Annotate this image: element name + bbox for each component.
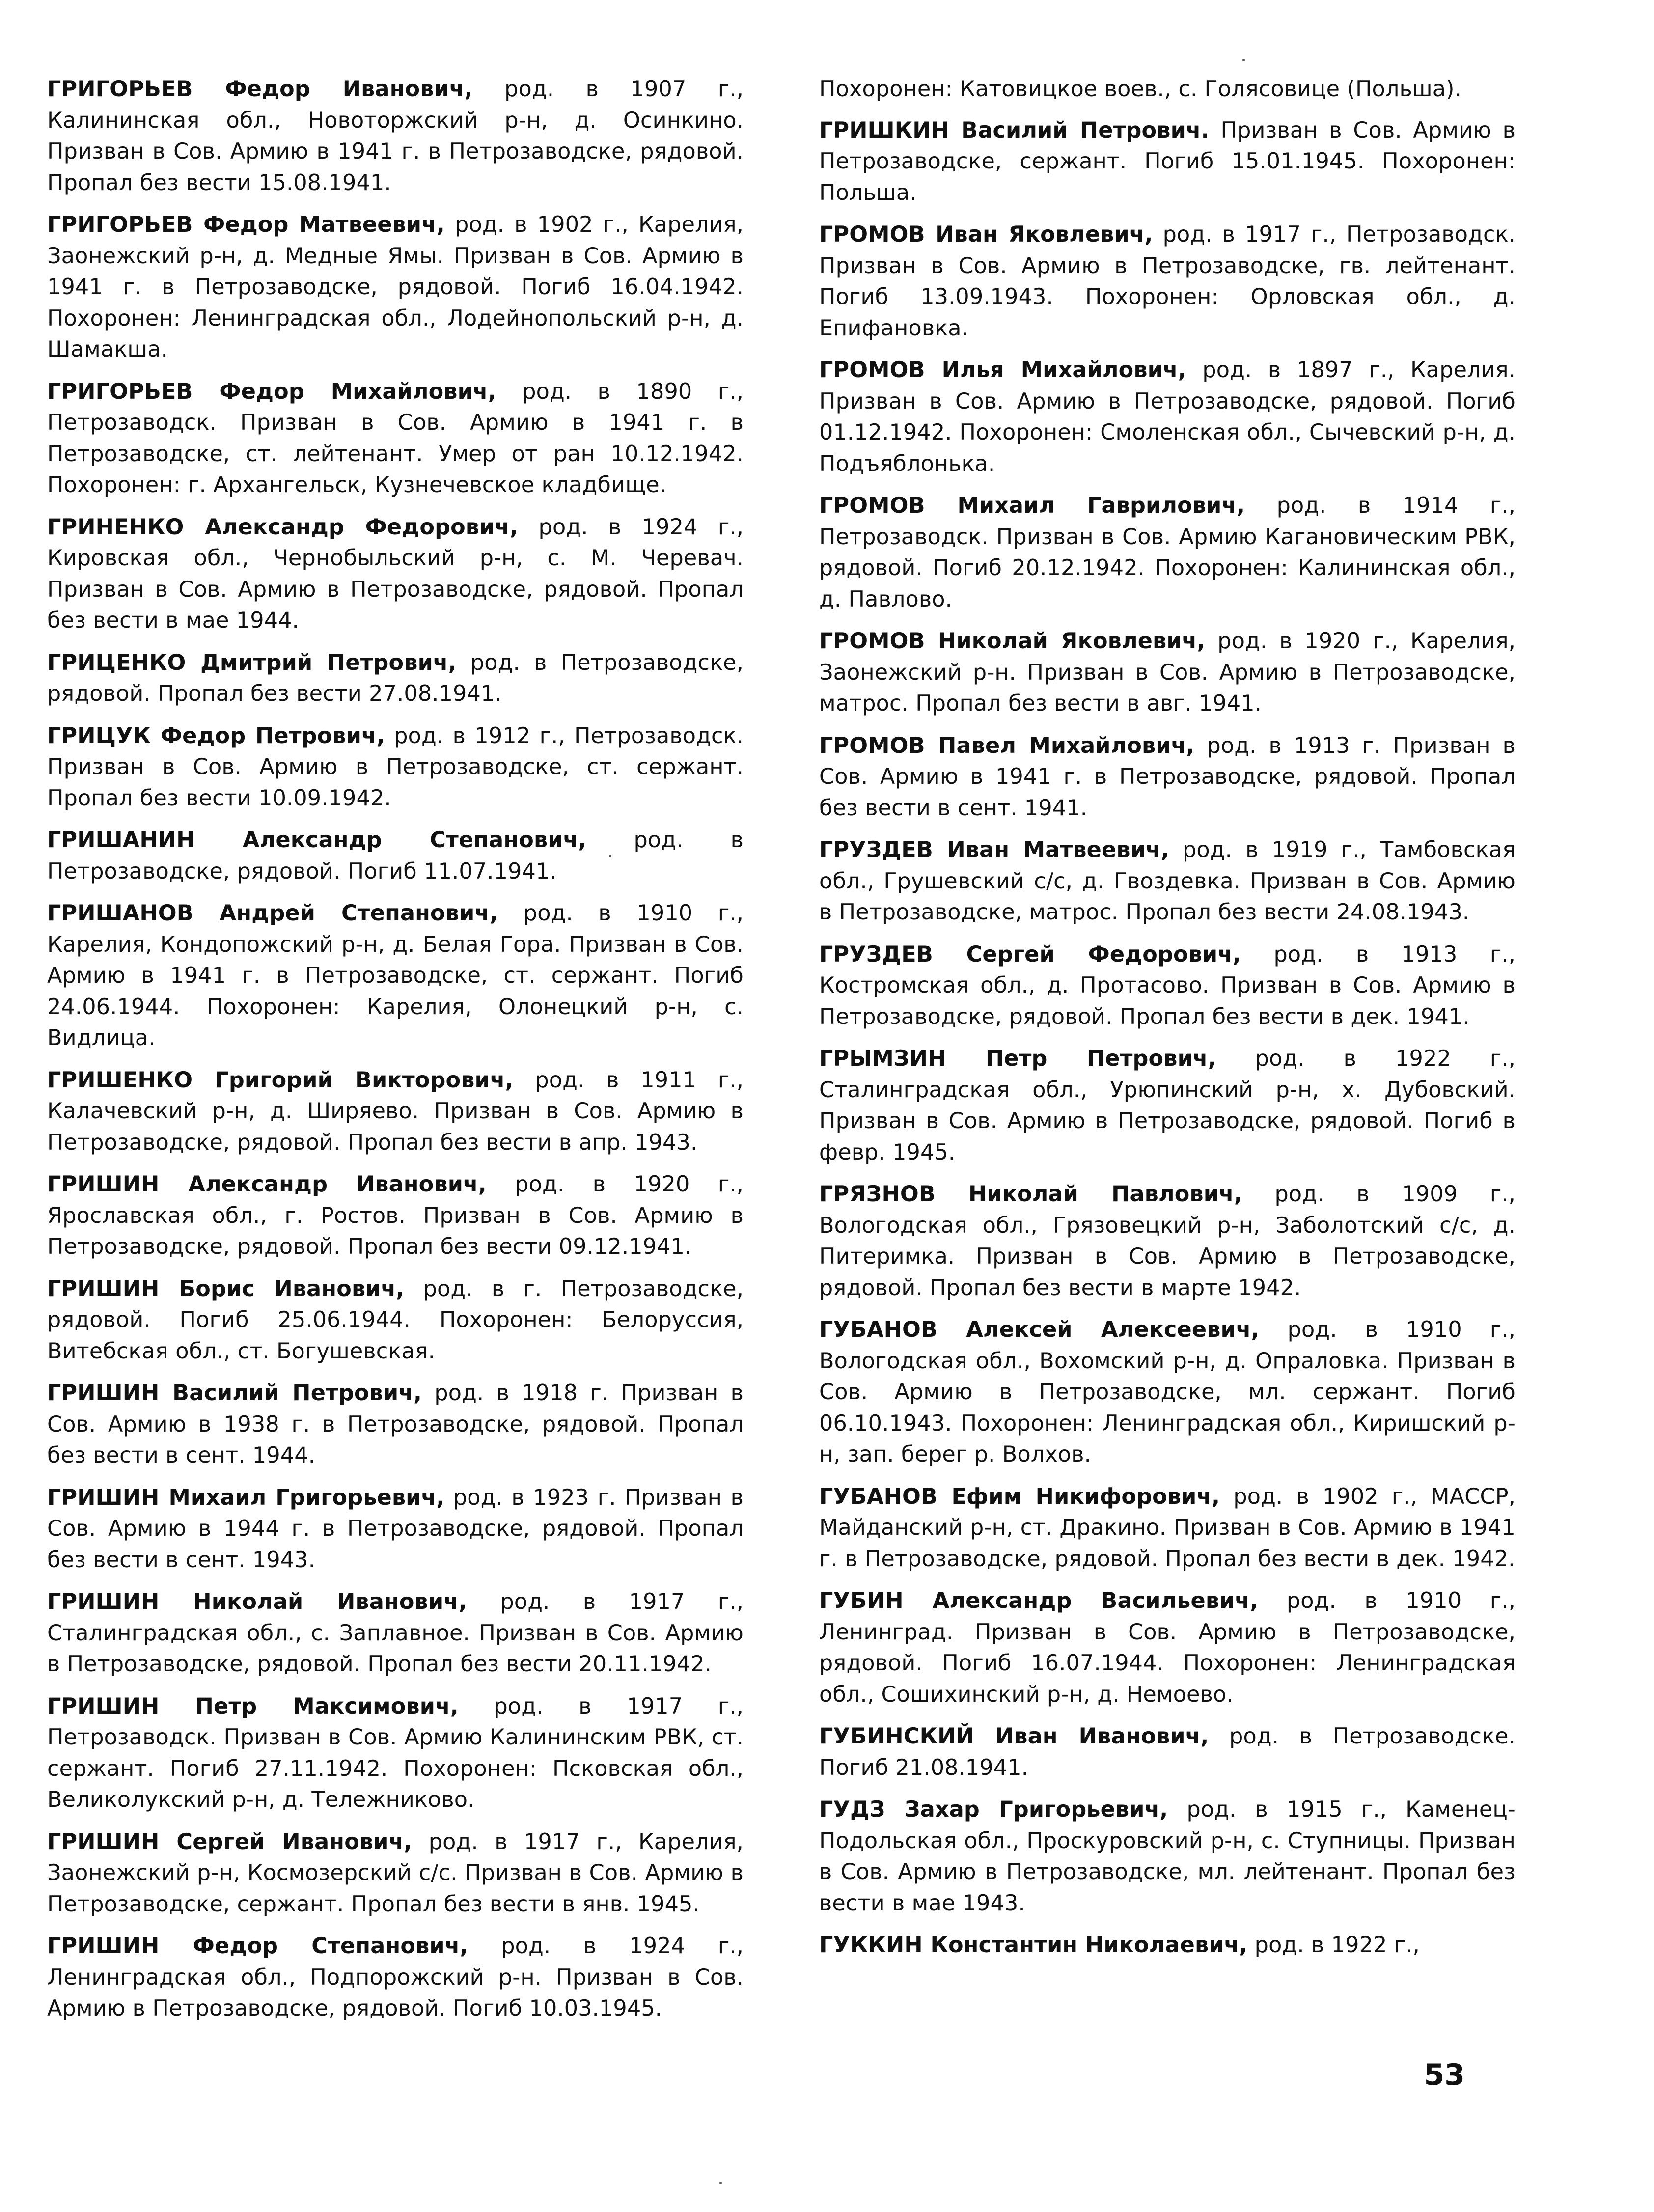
entry-name: ГРИЦУК Федор Петрович, (47, 723, 385, 748)
entry-name: ГУБИНСКИЙ Иван Иванович, (819, 1724, 1209, 1749)
entry (819, 730, 1516, 824)
entry (819, 1585, 1516, 1710)
entry (819, 1179, 1516, 1303)
entry (819, 626, 1516, 719)
entry-name: ГРИГОРЬЕВ Федор Иванович, (47, 77, 473, 102)
entry (47, 1169, 744, 1263)
entry (47, 647, 744, 710)
entry (819, 1043, 1516, 1168)
entry-text: Похоронен: Катовицкое воев., с. Голясовице (Польша). (819, 77, 1461, 102)
entry-name: ГРИШИН Василий Петрович, (47, 1381, 422, 1406)
entry-name: ГРОМОВ Михаил Гаврилович, (819, 493, 1245, 518)
entry (47, 1691, 744, 1816)
entry-name: ГРОМОВ Николай Яковлевич, (819, 629, 1206, 654)
entry-text: род. в 1920 г., Ярославская обл., г. Ростов. Призван в Сов. Армию в Петрозаводске, рядовой. Пропал без вести 09.12.1941. (47, 1172, 744, 1259)
entry-text: род. в 1902 г., МАССР, Майданский р-н, ст. Дракино. Призван в Сов. Армию в 1941 г. в Петрозаводске, рядовой. Пропал без вести в дек. 1942. (819, 1484, 1516, 1572)
entry-text: род. в Петрозаводске, рядовой. Пропал без вести 27.08.1941. (47, 650, 744, 706)
entry-text: род. в 1924 г., Кировская обл., Чернобыльский р-н, с. М. Черевач. Призван в Сов. Армию в Петрозаводске, рядовой. Пропал без вести в мае 1944. (47, 514, 744, 633)
entry-name: ГУБАНОВ Ефим Никифорович, (819, 1484, 1220, 1509)
entry (819, 834, 1516, 928)
entry (819, 219, 1516, 344)
entry-text: род. в 1918 г. Призван в Сов. Армию в 1938 г. в Петрозаводске, рядовой. Пропал без вести в сент. 1944. (47, 1381, 744, 1468)
entry-name: ГРУЗДЕВ Иван Матвеевич, (819, 837, 1169, 862)
entry (819, 355, 1516, 479)
entry-name: ГРОМОВ Павел Михайлович, (819, 733, 1195, 758)
entry (47, 376, 744, 501)
entry-name: ГРЯЗНОВ Николай Павлович, (819, 1182, 1242, 1207)
entry (47, 720, 744, 814)
entry (47, 898, 744, 1054)
entry-text: род. в 1923 г. Призван в Сов. Армию в 1944 г. в Петрозаводске, рядовой. Пропал без вести в сент. 1943. (47, 1485, 744, 1573)
entry-text: род. в Петрозаводске, рядовой. Погиб 11.07.1941. (47, 828, 744, 884)
entry-text: род. в 1917 г., Петрозаводск. Призван в Сов. Армию в Петрозаводске, гв. лейтенант. Погиб 13.09.1943. Похоронен: Орловская обл., д. Епифановка. (819, 222, 1516, 341)
page-number: 53 (1424, 2058, 1465, 2092)
entry-text: род. в 1922 г., Сталинградская обл., Урюпинский р-н, х. Дубовский. Призван в Сов. Армию в Петрозаводске, рядовой. Погиб в февр. 1945. (819, 1046, 1516, 1165)
entry-text: род. в 1914 г., Петрозаводск. Призван в Сов. Армию Кагановическим РВК, рядовой. Погиб 20.12.1942. Похоронен: Калининская обл., д. Павлово. (819, 493, 1516, 612)
entry (47, 1826, 744, 1920)
entry-text: род. в 1897 г., Карелия. Призван в Сов. Армию в Петрозаводске, рядовой. Погиб 01.12.1942. Похоронен: Смоленская обл., Сычевский р-н, д. Подъяблонька. (819, 358, 1516, 476)
entry-name: ГРИНЕНКО Александр Федорович, (47, 514, 519, 540)
entry (47, 74, 744, 198)
entry (47, 1931, 744, 2024)
entry-name: ГРИШАНИН Александр Степанович, (47, 828, 587, 853)
entry-name: ГРОМОВ Илья Михайлович, (819, 358, 1186, 383)
entry-text: род. в 1912 г., Петрозаводск. Призван в Сов. Армию в Петрозаводске, ст. сержант. Пропал без вести 10.09.1942. (47, 723, 744, 811)
entry (47, 209, 744, 365)
entry-name: ГРИШИН Борис Иванович, (47, 1276, 405, 1301)
entry (47, 1482, 744, 1576)
entry-name: ГРИЦЕНКО Дмитрий Петрович, (47, 650, 457, 675)
entry-name: ГРИШИН Николай Иванович, (47, 1589, 468, 1614)
entry-text: род. в г. Петрозаводске, рядовой. Погиб 25.06.1944. Похоронен: Белоруссия, Витебская обл., ст. Богушевская. (47, 1276, 744, 1364)
entry (47, 1065, 744, 1159)
print-speck (719, 2182, 722, 2184)
entry-name: ГРИШИН Сергей Иванович, (47, 1829, 413, 1854)
entry (819, 1721, 1516, 1783)
entry-text: род. в 1924 г., Ленинградская обл., Подпорожский р-н. Призван в Сов. Армию в Петрозаводске, рядовой. Погиб 10.03.1945. (47, 1934, 744, 2021)
entry-name: ГРИГОРЬЕВ Федор Михайлович, (47, 379, 496, 404)
entry-text: род. в 1920 г., Карелия, Заонежский р-н. Призван в Сов. Армию в Петрозаводске, матрос. Пропал без вести в авг. 1941. (819, 629, 1516, 716)
entry (47, 512, 744, 636)
entry (47, 1378, 744, 1471)
entry (819, 490, 1516, 615)
entry-continuation (819, 74, 1516, 105)
entry-text: род. в 1910 г., Карелия, Кондопожский р-н, д. Белая Гора. Призван в Сов. Армию в 1941 г. в Петрозаводске, ст. сержант. Погиб 24.06.1944. Похоронен: Карелия, Олонецкий р-н, с. Видлица. (47, 901, 744, 1051)
entry-name: ГРИШИН Александр Иванович, (47, 1172, 487, 1197)
entry-name: ГРИШЕНКО Григорий Викторович, (47, 1067, 514, 1093)
entry-text: род. в 1915 г., Каменец-Подольская обл., Проскуровский р-н, с. Ступницы. Призван в Сов. Армию в Петрозаводске, мл. лейтенант. Пропал без вести в мае 1943. (819, 1797, 1516, 1916)
entry-text: род. в 1917 г., Карелия, Заонежский р-н, Космозерский с/с. Призван в Сов. Армию в Петрозаводске, сержант. Пропал без вести в янв. 1945. (47, 1829, 744, 1917)
entry (47, 1273, 744, 1367)
entry-text: род. в 1902 г., Карелия, Заонежский р-н, д. Медные Ямы. Призван в Сов. Армию в 1941 г. в Петрозаводске, рядовой. Погиб 16.04.1942. Похоронен: Ленинградская обл., Лодейнопольский р-н, д. Шамакша. (47, 212, 744, 362)
entry-name: ГРИШАНОВ Андрей Степанович, (47, 901, 498, 926)
entry (819, 1314, 1516, 1470)
right-column (819, 74, 1516, 1972)
entry (47, 1586, 744, 1680)
print-speck (1242, 59, 1245, 61)
entry-text: род. в 1913 г., Костромская обл., д. Протасово. Призван в Сов. Армию в Петрозаводске, рядовой. Пропал без вести в дек. 1941. (819, 941, 1516, 1029)
entry (47, 825, 744, 887)
print-speck (609, 855, 611, 857)
entry-name: ГРИШИН Петр Максимович, (47, 1693, 459, 1719)
entry-text: род. в 1910 г., Ленинград. Призван в Сов. Армию в Петрозаводске, рядовой. Погиб 16.07.1944. Похоронен: Ленинградская обл., Сошихинский р-н, д. Немоево. (819, 1588, 1516, 1707)
entry-text: род. в 1911 г., Калачевский р-н, д. Ширяево. Призван в Сов. Армию в Петрозаводске, рядовой. Пропал без вести в апр. 1943. (47, 1067, 744, 1155)
entry-name: ГРИШИН Федор Степанович, (47, 1934, 469, 1959)
entry (819, 115, 1516, 209)
entry-name: ГУДЗ Захар Григорьевич, (819, 1797, 1168, 1822)
entry-text: род. в 1919 г., Тамбовская обл., Грушевский с/с, д. Гвоздевка. Призван в Сов. Армию в Петрозаводске, матрос. Пропал без вести 24.08.1943. (819, 837, 1516, 925)
entry-name: ГРОМОВ Иван Яковлевич, (819, 222, 1153, 247)
entry-text: род. в 1907 г., Калининская обл., Новоторжский р-н, д. Осинкино. Призван в Сов. Армию в 1941 г. в Петрозаводске, рядовой. Пропал без вести 15.08.1941. (47, 77, 744, 195)
entry-name: ГУБИН Александр Васильевич, (819, 1588, 1259, 1613)
entry-name: ГРЫМЗИН Петр Петрович, (819, 1046, 1216, 1071)
entry-name: ГРИШИН Михаил Григорьевич, (47, 1485, 445, 1510)
entry-text: род. в 1917 г., Сталинградская обл., с. Заплавное. Призван в Сов. Армию в Петрозаводске, рядовой. Пропал без вести 20.11.1942. (47, 1589, 744, 1677)
entry (819, 1794, 1516, 1919)
entry-text: Призван в Сов. Армию в Петрозаводске, сержант. Погиб 15.01.1945. Похоронен: Польша. (819, 117, 1516, 205)
entry-text: род. в 1913 г. Призван в Сов. Армию в 1941 г. в Петрозаводске, рядовой. Пропал без вести в сент. 1941. (819, 733, 1516, 821)
entry-name: ГРИШКИН Василий Петрович. (819, 117, 1210, 143)
entry (819, 1481, 1516, 1575)
entry-name: ГУККИН Константин Николаевич, (819, 1933, 1248, 1958)
entry-text: род. в 1909 г., Вологодская обл., Грязовецкий р-н, Заболотский с/с, д. Питеримка. Призван в Сов. Армию в Петрозаводске, рядовой. Пропал без вести в марте 1942. (819, 1182, 1516, 1300)
entry-text: род. в 1917 г., Петрозаводск. Призван в Сов. Армию Калининским РВК, ст. сержант. Погиб 27.11.1942. Похоронен: Псковская обл., Великолукский р-н, д. Тележниково. (47, 1693, 744, 1812)
entry-name: ГУБАНОВ Алексей Алексеевич, (819, 1317, 1260, 1342)
entry (819, 939, 1516, 1033)
entry-text: род. в 1890 г., Петрозаводск. Призван в Сов. Армию в 1941 г. в Петрозаводске, ст. лейтенант. Умер от ран 10.12.1942. Похоронен: г. Архангельск, Кузнечевское кладбище. (47, 379, 744, 498)
entry (819, 1930, 1516, 1961)
entry-text: род. в Петрозаводске. Погиб 21.08.1941. (819, 1724, 1516, 1780)
entry-name: ГРУЗДЕВ Сергей Федорович, (819, 941, 1241, 967)
left-column (47, 74, 744, 2035)
entry-name: ГРИГОРЬЕВ Федор Матвеевич, (47, 212, 445, 237)
entry-text: род. в 1910 г., Вологодская обл., Вохомский р-н, д. Опраловка. Призван в Сов. Армию в Петрозаводске, мл. сержант. Погиб 06.10.1943. Похоронен: Ленинградская обл., Киришский р-н, зап. берег р. Волхов. (819, 1317, 1516, 1467)
entry-text: род. в 1922 г., (1247, 1933, 1420, 1958)
